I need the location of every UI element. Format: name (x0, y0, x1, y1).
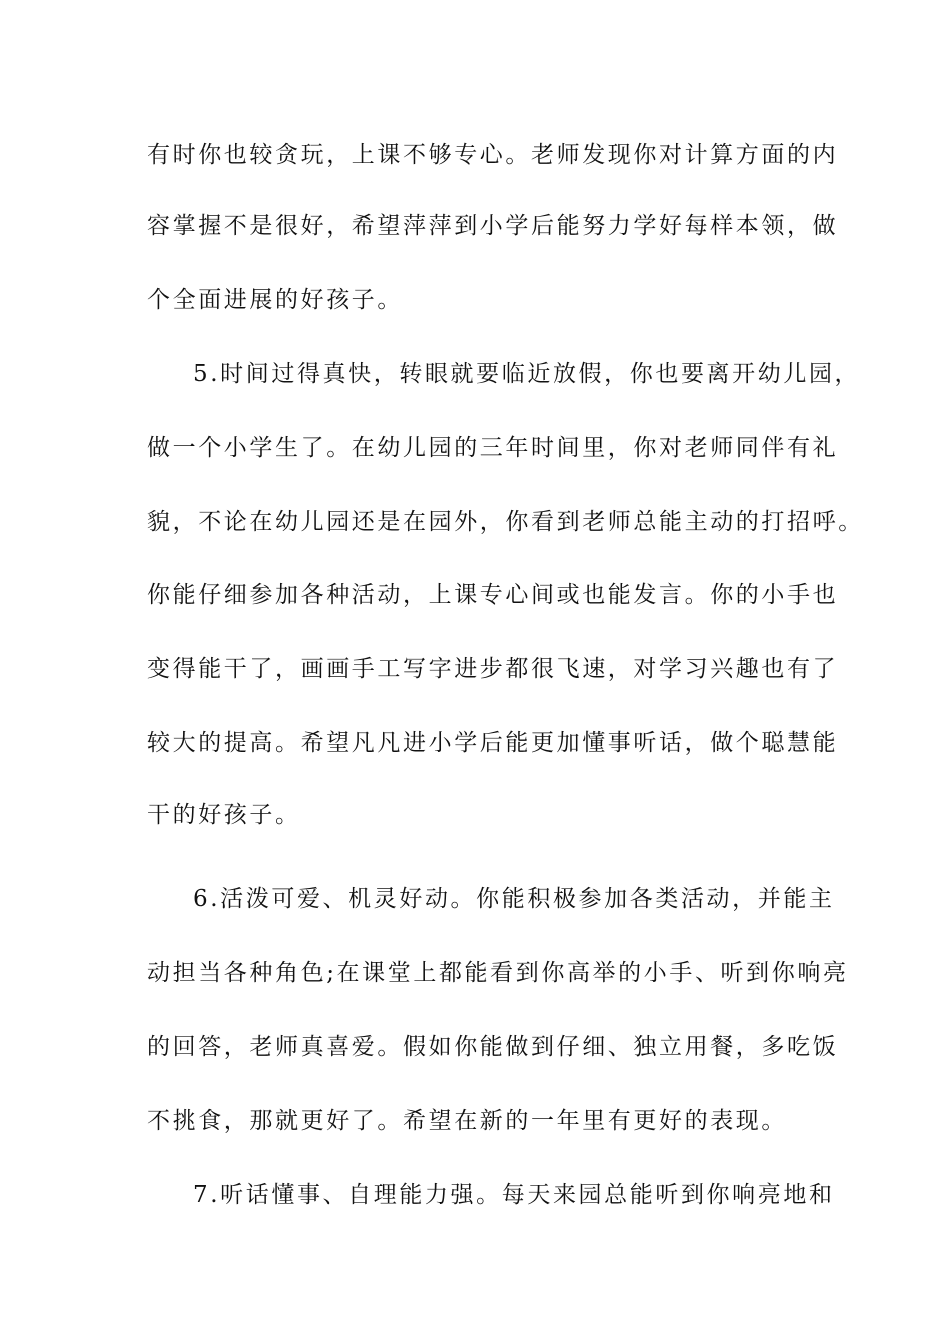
text-line: 个全面进展的好孩子。 (147, 287, 403, 313)
text-line: 有时你也较贪玩，上课不够专心。老师发现你对计算方面的内 (147, 142, 839, 168)
text-line: 变得能干了，画画手工写字进步都很飞速，对学习兴趣也有了 (147, 656, 839, 682)
text-line: 貌，不论在幼儿园还是在园外，你看到老师总能主动的打招呼。 (147, 509, 864, 535)
paragraph-start-line: 5.时间过得真快，转眼就要临近放假，你也要离开幼儿园， (193, 361, 861, 387)
text-line: 动担当各种角色;在课堂上都能看到你高举的小手、听到你响亮 (147, 960, 849, 986)
text-line: 的回答，老师真喜爱。假如你能做到仔细、独立用餐，多吃饭 (147, 1034, 839, 1060)
paragraph-start-line: 6.活泼可爱、机灵好动。你能积极参加各类活动，并能主 (193, 886, 835, 912)
text-line: 容掌握不是很好，希望萍萍到小学后能努力学好每样本领，做 (147, 213, 839, 239)
text-line: 干的好孩子。 (147, 802, 301, 828)
text-line: 你能仔细参加各种活动，上课专心间或也能发言。你的小手也 (147, 582, 839, 608)
text-line: 不挑食，那就更好了。希望在新的一年里有更好的表现。 (147, 1108, 787, 1134)
paragraph-start-line: 7.听话懂事、自理能力强。每天来园总能听到你响亮地和 (193, 1182, 835, 1208)
text-line: 做一个小学生了。在幼儿园的三年时间里，你对老师同伴有礼 (147, 435, 839, 461)
text-line: 较大的提高。希望凡凡进小学后能更加懂事听话，做个聪慧能 (147, 730, 839, 756)
